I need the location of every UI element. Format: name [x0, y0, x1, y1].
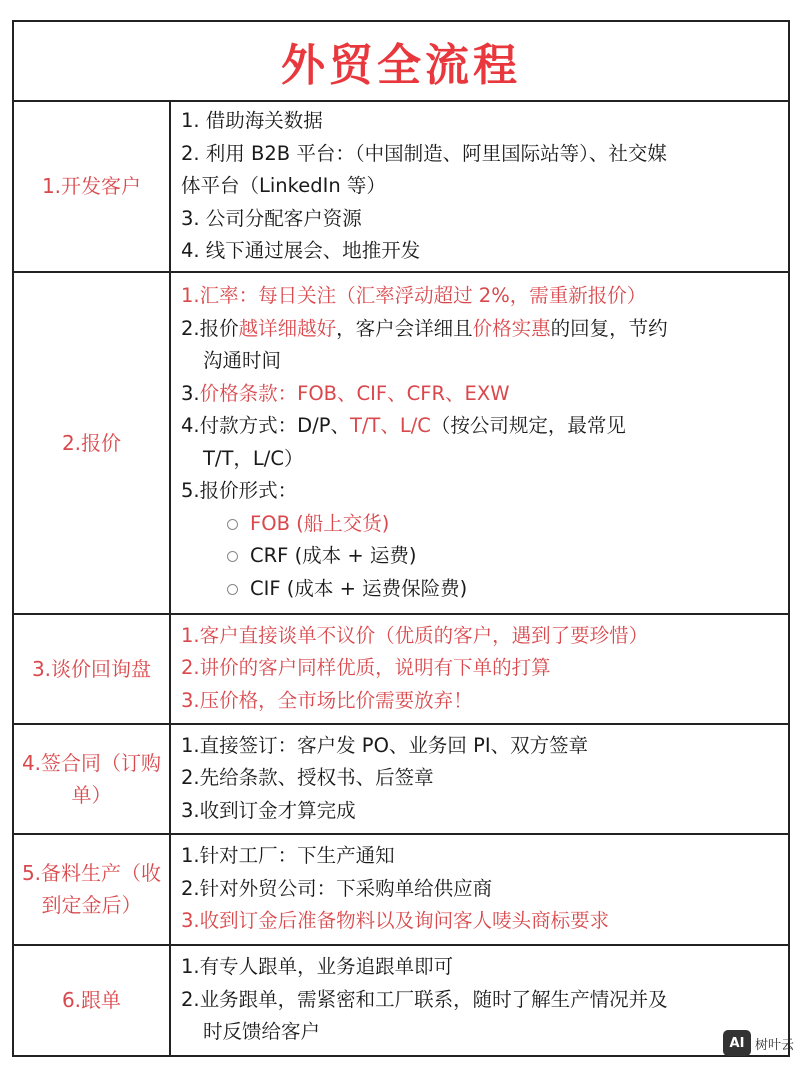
highlighted-text: 越详细越好 [238, 316, 337, 340]
text-segment: ，客户会详细且 [336, 316, 473, 340]
highlighted-text: 价格实惠 [472, 316, 551, 340]
list-item [181, 730, 780, 763]
list-item [181, 170, 780, 203]
title-row [13, 21, 789, 101]
list-item [181, 620, 780, 653]
text-segment: 2.先给条款、授权书、后签章 [181, 766, 434, 790]
table-row [13, 614, 789, 724]
text-segment: CIF (成本 + 运费保险费) [250, 576, 468, 600]
highlighted-text: 1.客户直接谈单不议价（优质的客户，遇到了要珍惜） [181, 623, 649, 647]
list-item [181, 795, 780, 828]
text-segment: 4.付款方式：D/P、 [181, 414, 350, 437]
stage-label: 5.备料生产（收到定金后） [13, 834, 170, 945]
text-segment: T/T，L/C） [203, 446, 304, 470]
highlighted-text: T/T、L/C [349, 414, 431, 437]
highlighted-text: 1.汇率：每日关注（汇率浮动超过 2%，需重新报价） [181, 284, 647, 307]
text-segment: 2.业务跟单，需紧密和工厂联系，随时了解生产情况并及 [181, 987, 668, 1011]
list-item [181, 951, 780, 984]
text-segment: 3.收到订金才算完成 [181, 798, 356, 822]
text-segment: CRF (成本 + 运费) [250, 544, 417, 567]
stage-label: 2.报价 [13, 272, 170, 614]
text-segment: 2. 利用 B2B 平台：（中国制造、阿里国际站等）、社交媒 [181, 141, 667, 165]
table-row [13, 272, 789, 614]
list-item [181, 345, 780, 378]
list-item [181, 138, 780, 171]
stage-content [170, 101, 789, 272]
text-segment: 5.报价形式： [181, 479, 298, 502]
list-item [181, 508, 780, 541]
list-item [181, 873, 780, 906]
stage-label: 1.开发客户 [13, 101, 170, 272]
text-segment: 1.直接签订：客户发 PO、业务回 PI、双方签章 [181, 733, 589, 757]
highlighted-text: 3.压价格，全市场比价需要放弃！ [181, 688, 473, 712]
list-item [181, 235, 780, 268]
text-segment: 体平台（LinkedIn 等） [181, 174, 386, 197]
highlighted-text: 价格条款：FOB、CIF、CFR、EXW [199, 381, 510, 405]
list-item [181, 410, 780, 443]
table-row [13, 945, 789, 1056]
circle-bullet-icon [227, 584, 238, 595]
text-segment: 的回复，节约 [550, 316, 668, 340]
list-item [181, 540, 780, 573]
list-item [181, 840, 780, 873]
watermark [723, 1030, 794, 1056]
list-item [181, 475, 780, 508]
highlighted-text: 2.讲价的客户同样优质，说明有下单的打算 [181, 656, 551, 680]
circle-bullet-icon [227, 551, 238, 562]
text-segment: 2.报价 [181, 316, 239, 340]
text-segment: 沟通时间 [203, 349, 282, 372]
page-title: 外贸全流程 [13, 21, 789, 101]
stage-content [170, 614, 789, 724]
list-item [181, 378, 780, 411]
process-table [12, 20, 790, 1057]
list-item [181, 905, 780, 938]
list-item [181, 573, 780, 606]
list-item [181, 984, 780, 1017]
table-row [13, 834, 789, 945]
stage-content [170, 834, 789, 945]
watermark-logo-icon: AI [723, 1030, 751, 1056]
text-segment: 4. 线下通过展会、地推开发 [181, 239, 421, 262]
text-segment: 1.有专人跟单，业务追跟单即可 [181, 955, 454, 979]
list-item [181, 203, 780, 236]
list-item [181, 685, 780, 718]
list-item [181, 652, 780, 685]
list-item [181, 762, 780, 795]
stage-content [170, 945, 789, 1056]
text-segment: （按公司规定，最常见 [430, 414, 626, 437]
list-item [181, 280, 780, 313]
watermark-text: 树叶云 [754, 1037, 794, 1053]
text-segment: 1.针对工厂：下生产通知 [181, 844, 395, 868]
stage-label: 6.跟单 [13, 945, 170, 1056]
highlighted-text: 3.收到订金后准备物料以及询问客人唛头商标要求 [181, 909, 610, 933]
list-item [181, 105, 780, 138]
table-row [13, 101, 789, 272]
highlighted-text: FOB (船上交货) [250, 511, 390, 535]
text-segment: 3. [181, 381, 200, 405]
text-segment: 时反馈给客户 [203, 1020, 321, 1044]
text-segment: 3. 公司分配客户资源 [181, 206, 362, 230]
stage-label: 4.签合同（订购单） [13, 724, 170, 834]
text-segment: 2.针对外贸公司：下采购单给供应商 [181, 876, 493, 900]
list-item [181, 443, 780, 476]
stage-label: 3.谈价回询盘 [13, 614, 170, 724]
list-item [181, 313, 780, 346]
text-segment: 1. 借助海关数据 [181, 109, 323, 132]
list-item [181, 1016, 780, 1049]
stage-content [170, 272, 789, 614]
stage-content [170, 724, 789, 834]
table-row [13, 724, 789, 834]
circle-bullet-icon [227, 519, 238, 530]
